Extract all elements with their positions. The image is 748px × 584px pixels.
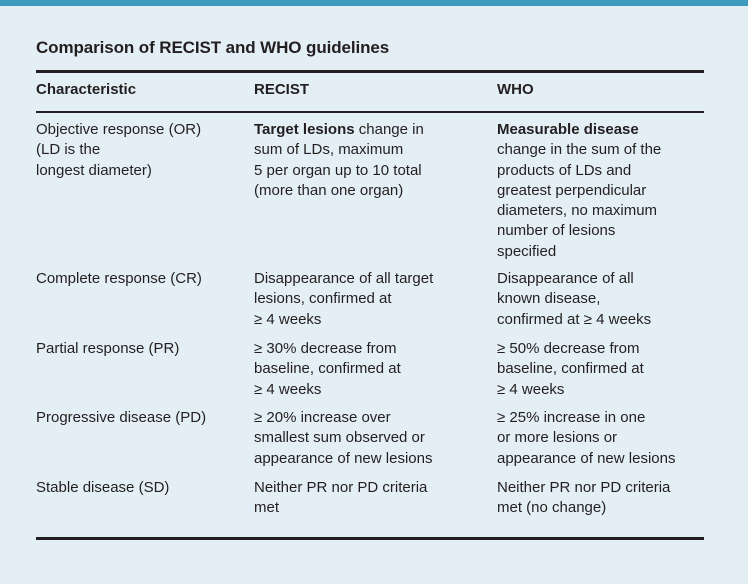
- characteristic-cell: [36, 120, 241, 181]
- table-title: Comparison of RECIST and WHO guidelines: [36, 38, 390, 57]
- cell-line: or more lesions or: [497, 429, 618, 447]
- cell-line: ≥ 4 weeks: [254, 380, 322, 398]
- who-cell: [497, 408, 712, 469]
- cell-line: number of lesions: [497, 222, 616, 240]
- cell-line: 5 per organ up to 10 total: [254, 161, 422, 179]
- recist-cell: [254, 120, 484, 201]
- cell-line: ≥ 50% decrease from: [497, 340, 640, 357]
- cell-line: ≥ 4 weeks: [497, 380, 565, 398]
- cell-line: greatest perpendicular: [497, 181, 647, 199]
- cell-line: Disappearance of all: [497, 270, 634, 287]
- cell-line: Complete response (CR): [36, 270, 202, 287]
- cell-line: Neither PR nor PD criteria: [497, 479, 671, 496]
- cell-line: confirmed at ≥ 4 weeks: [497, 310, 652, 328]
- cell-line: baseline, confirmed at: [497, 360, 644, 378]
- cell-line: lesions, confirmed at: [254, 290, 392, 308]
- characteristic-cell: [36, 339, 241, 359]
- header-rule: [36, 111, 704, 113]
- header-who: WHO: [497, 81, 534, 98]
- cell-text: change in: [354, 121, 424, 138]
- cell-line: met (no change): [497, 499, 607, 517]
- recist-cell: [254, 408, 484, 469]
- who-bold-term: Measurable disease: [497, 121, 639, 138]
- cell-line: Stable disease (SD): [36, 479, 170, 496]
- cell-line: smallest sum observed or: [254, 429, 425, 447]
- header-recist: RECIST: [254, 81, 310, 98]
- cell-line: products of LDs and: [497, 161, 632, 179]
- bottom-rule: [36, 537, 704, 540]
- who-cell: [497, 269, 712, 330]
- cell-line: baseline, confirmed at: [254, 360, 401, 378]
- recist-bold-term: Target lesions: [254, 121, 355, 138]
- table-header-row: [0, 81, 748, 103]
- cell-line: known disease,: [497, 290, 601, 308]
- cell-line: Disappearance of all target: [254, 270, 434, 287]
- cell-line: change in the sum of the: [497, 141, 662, 159]
- cell-line: Progressive disease (PD): [36, 409, 207, 426]
- cell-line: appearance of new lesions: [497, 449, 676, 467]
- top-rule: [36, 70, 704, 73]
- recist-cell: [254, 269, 484, 330]
- cell-line: longest diameter): [36, 161, 152, 179]
- recist-cell: [254, 339, 484, 400]
- who-cell: [497, 120, 712, 262]
- cell-line: Neither PR nor PD criteria: [254, 479, 428, 496]
- cell-line: specified: [497, 242, 557, 260]
- cell-line: met: [254, 499, 280, 517]
- header-characteristic: Characteristic: [36, 81, 137, 98]
- recist-cell: [254, 478, 484, 519]
- cell-line: (more than one organ): [254, 181, 404, 199]
- cell-line: (LD is the: [36, 141, 101, 159]
- cell-line: ≥ 20% increase over: [254, 409, 391, 426]
- characteristic-cell: [36, 408, 241, 428]
- who-cell: [497, 339, 712, 400]
- cell-line: diameters, no maximum: [497, 202, 658, 220]
- cell-line: sum of LDs, maximum: [254, 141, 404, 159]
- cell-line: Objective response (OR): [36, 121, 202, 138]
- who-cell: [497, 478, 712, 519]
- cell-line: ≥ 30% decrease from: [254, 340, 397, 357]
- characteristic-cell: [36, 478, 241, 498]
- cell-line: Partial response (PR): [36, 340, 180, 357]
- cell-line: ≥ 25% increase in one: [497, 409, 646, 426]
- cell-line: appearance of new lesions: [254, 449, 433, 467]
- characteristic-cell: [36, 269, 241, 289]
- cell-line: ≥ 4 weeks: [254, 310, 322, 328]
- top-accent-bar: [0, 0, 748, 6]
- cell-line: [254, 120, 484, 140]
